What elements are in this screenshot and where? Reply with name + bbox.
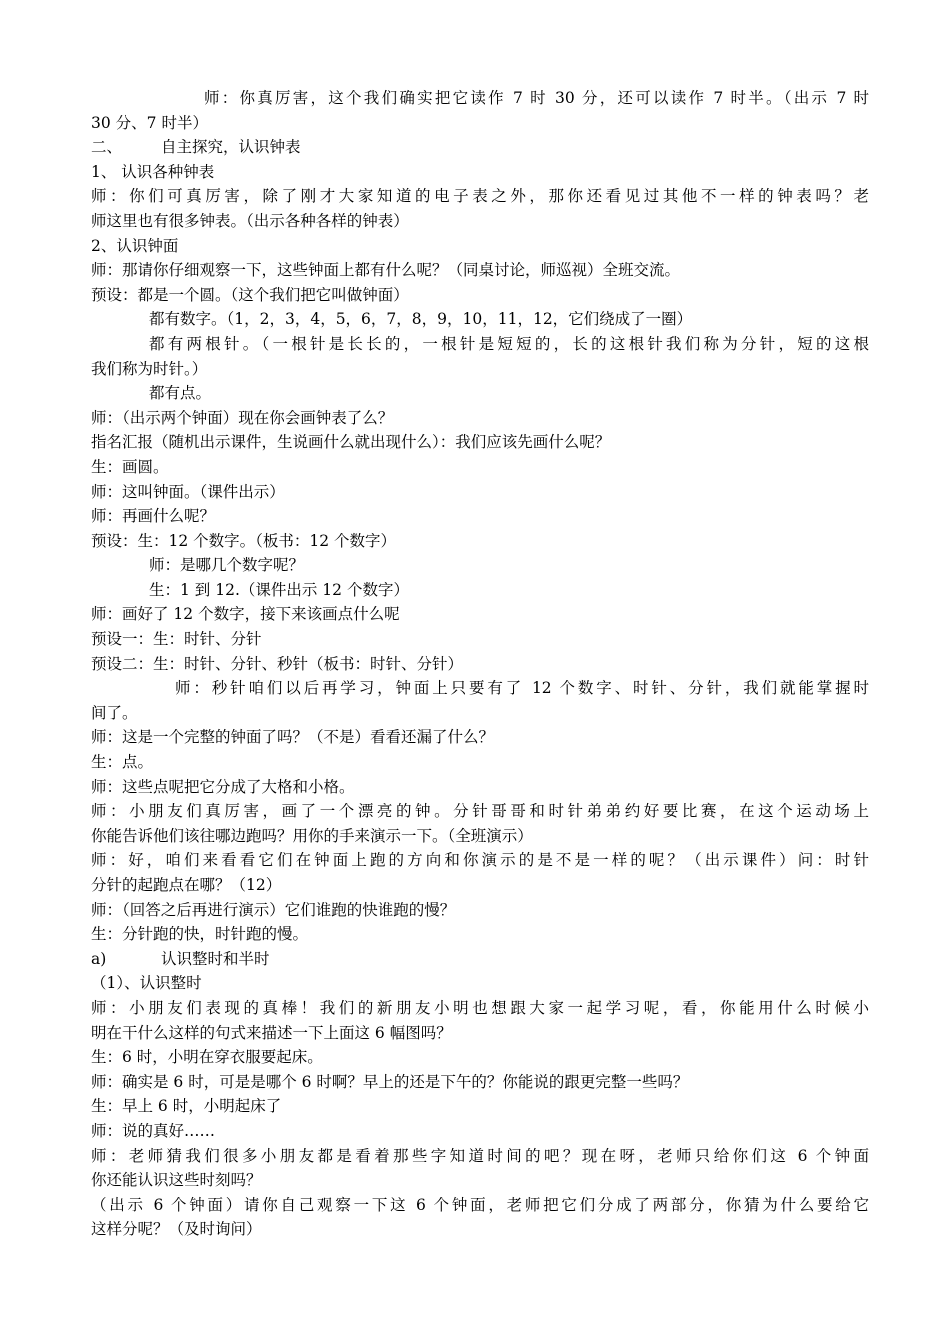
text-line: 我们称为时针。） <box>91 359 208 378</box>
text-line: 生：分针跑的快，时针跑的慢。 <box>91 925 309 944</box>
text-line: 分针的起跑点在哪？（12） <box>91 876 282 894</box>
text-line: 都有数字。（1，2，3，4，5，6，7，8，9，10，11，12，它们绕成了一圈） <box>149 310 693 329</box>
text-line: 师：你们可真厉害，除了刚才大家知道的电子表之外，那你还看见过其他不一样的钟表吗？老 <box>91 187 869 206</box>
section-title: 自主探究，认识钟表 <box>161 138 301 157</box>
subsection-heading: 2、认识钟面 <box>91 236 179 255</box>
section-title: 认识整时和半时 <box>161 949 270 968</box>
text-line: （出示 6 个钟面）请你自己观察一下这 6 个钟面，老师把它们分成了两部分，你猜为什么要给它 <box>91 1195 869 1214</box>
text-line: 30 分、7 时半） <box>91 113 208 132</box>
subsection-heading: （1）、认识整时 <box>91 974 202 993</box>
text-line: 这样分呢？（及时询问） <box>91 1220 262 1239</box>
text-line: 师：这些点呢把它分成了大格和小格。 <box>91 777 355 796</box>
text-line: 师：好，咱们来看看它们在钟面上跑的方向和你演示的是不是一样的呢？（出示课件）问：时针 <box>91 851 869 870</box>
subsection-heading: 1、 认识各种钟表 <box>91 162 215 181</box>
text-line: 师：是哪几个数字呢？ <box>149 556 305 575</box>
text-line: 指名汇报（随机出示课件，生说画什么就出现什么）：我们应该先画什么呢？ <box>91 433 611 452</box>
text-line: 师：小朋友们真厉害，画了一个漂亮的钟。分针哥哥和时针弟弟约好要比赛，在这个运动场上 <box>91 802 869 821</box>
text-line: 预设二：生：时针、分针、秒针（板书：时针、分针） <box>91 654 464 673</box>
text-line: 生：1 到 12.（课件出示 12 个数字） <box>149 580 409 599</box>
text-line: 师：（出示两个钟面）现在你会画钟表了么？ <box>91 408 394 427</box>
text-line: 生：早上 6 时，小明起床了 <box>91 1097 282 1116</box>
text-line: 师这里也有很多钟表。（出示各种各样的钟表） <box>91 211 409 230</box>
text-line: 师：那请你仔细观察一下，这些钟面上都有什么呢？（同桌讨论，师巡视）全班交流。 <box>91 261 681 280</box>
text-line: 你能告诉他们该往哪边跑吗？用你的手来演示一下。（全班演示） <box>91 826 533 845</box>
text-line: 师：确实是 6 时，可是是哪个 6 时啊？早上的还是下午的？你能说的跟更完整一些吗？ <box>91 1072 689 1091</box>
text-line: 你还能认识这些时刻吗？ <box>91 1171 262 1190</box>
text-line: 师：再画什么呢？ <box>91 507 216 526</box>
text-line: 间了。 <box>91 703 138 722</box>
text-line: 师：画好了 12 个数字，接下来该画点什么呢 <box>91 605 400 624</box>
section-heading <box>91 135 869 160</box>
text-line: 师：小朋友们表现的真棒！我们的新朋友小明也想跟大家一起学习呢，看，你能用什么时候小 <box>91 998 869 1017</box>
text-line: 师：这是一个完整的钟面了吗？（不是）看看还漏了什么？ <box>91 728 495 747</box>
text-line: 师：说的真好…… <box>91 1121 216 1140</box>
document-page <box>91 86 869 1242</box>
text-line: 预设：都是一个圆。（这个我们把它叫做钟面） <box>91 285 409 304</box>
section-heading <box>91 947 869 972</box>
text-line: 师：你真厉害，这个我们确实把它读作 7 时 30 分，还可以读作 7 时半。（出示 7 时 <box>204 89 869 107</box>
text-line: 生：6 时，小明在穿衣服要起床。 <box>91 1048 323 1067</box>
text-line: 生：点。 <box>91 753 154 772</box>
text-line: 都有两根针。（一根针是长长的，一根针是短短的，长的这根针我们称为分针，短的这根 <box>149 334 869 353</box>
text-line: 师：秒针咱们以后再学习，钟面上只要有了 12 个数字、时针、分针，我们就能掌握时 <box>175 679 869 698</box>
text-line: 师：老师猜我们很多小朋友都是看着那些字知道时间的吧？现在呀，老师只给你们这 6 个钟面 <box>91 1146 869 1165</box>
text-line: 都有点。 <box>149 384 212 403</box>
text-line: 预设一：生：时针、分针 <box>91 630 262 649</box>
text-line: 预设：生：12 个数字。（板书：12 个数字） <box>91 531 397 550</box>
text-line: 生：画圆。 <box>91 457 169 476</box>
section-number: a) <box>91 949 107 968</box>
text-line: 师：（回答之后再进行演示）它们谁跑的快谁跑的慢？ <box>91 900 456 919</box>
text-line: 明在干什么这样的句式来描述一下上面这 6 幅图吗？ <box>91 1023 452 1042</box>
text-line: 师：这叫钟面。（课件出示） <box>91 482 285 501</box>
section-number: 二、 <box>91 138 123 157</box>
